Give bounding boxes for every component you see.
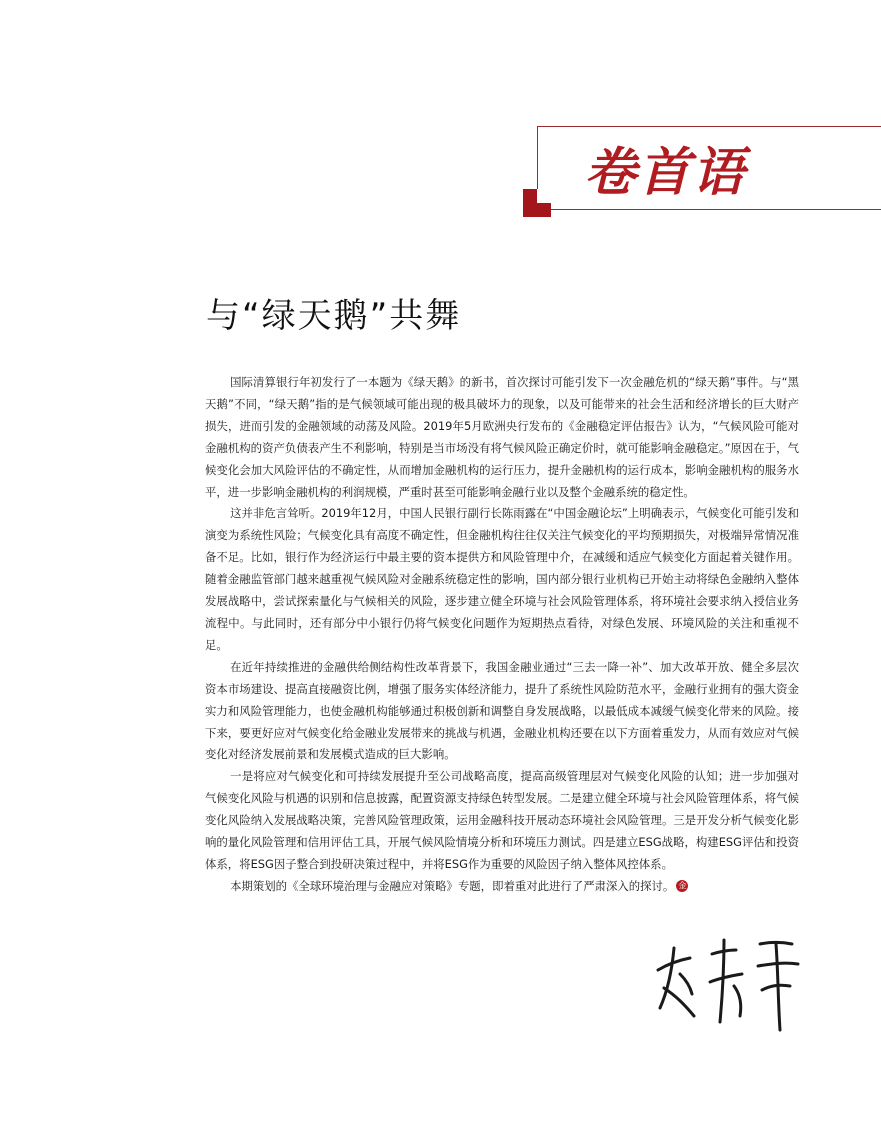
decorative-square-cutout	[537, 189, 551, 203]
paragraph: 这并非危言耸听。2019年12月，中国人民银行副行长陈雨露在“中国金融论坛”上明确表示，气候变化可能引发和演变为系统性风险；气候变化具有高度不确定性，但金融机构往往仅关注气候变化的平均预期损失，对极端异常情况准备不足。比如，银行作为经济运行中最主要的资本提供方和风险管理中介，在减缓和适应气候变化方面起着关键作用。随着金融监管部门越来越重视气候风险对金融系统稳定性的影响，国内部分银行业机构已开始主动将绿色金融纳入整体发展战略中，尝试探索量化与气候相关的风险，逐步建立健全环境与社会风险管理体系，将环境社会要求纳入授信业务流程中。与此同时，还有部分中小银行仍将气候变化问题作为短期热点看待，对绿色发展、环境风险的关注和重视不足。	[205, 506, 799, 652]
article-title: 与“绿天鹅”共舞	[206, 296, 462, 336]
paragraph: 在近年持续推进的金融供给侧结构性改革背景下，我国金融业通过“三去一降一补”、加大改革开放、健全多层次资本市场建设、提高直接融资比例，增强了服务实体经济能力，提升了系统性风险防范水平，金融行业拥有的强大资金实力和风险管理能力，也使金融机构能够通过积极创新和调整自身发展战略，以最低成本减缓气候变化带来的风险。接下来，要更好应对气候变化给金融业发展带来的挑战与机遇，金融业机构还要在以下方面着重发力，从而有效应对气候变化对经济发展前景和发展模式造成的巨大影响。	[205, 659, 799, 762]
article-body	[205, 372, 799, 898]
paragraph-last	[205, 876, 799, 898]
section-title: 卷首语	[584, 142, 747, 203]
end-mark-icon: 金	[678, 881, 687, 891]
paragraph-text: 本期策划的《全球环境治理与金融应对策略》专题，即着重对此进行了严肃深入的探讨。	[230, 878, 675, 893]
handwritten-signature	[650, 930, 810, 1040]
paragraph: 一是将应对气候变化和可持续发展提升至公司战略高度，提高高级管理层对气候变化风险的认知；进一步加强对气候变化风险与机遇的识别和信息披露，配置资源支持绿色转型发展。二是建立健全环境与社会风险管理体系，将气候变化风险纳入发展战略决策，完善风险管理政策，运用金融科技开展动态环境社会风险管理。三是开发分析气候变化影响的量化风险管理和信用评估工具，开展气候风险情境分析和环境压力测试。四是建立ESG战略，构建ESG评估和投资体系，将ESG因子整合到投研决策过程中，并将ESG作为重要的风险因子纳入整体风控体系。	[205, 769, 799, 871]
paragraph: 国际清算银行年初发行了一本题为《绿天鹅》的新书，首次探讨可能引发下一次金融危机的“绿天鹅”事件。与“黑天鹅”不同，“绿天鹅”指的是气候领域可能出现的极具破坏力的现象，以及可能带来的社会生活和经济增长的巨大财产损失，进而引发的金融领域的动荡及风险。2019年5月欧洲央行发布的《金融稳定评估报告》认为，“气候风险可能对金融机构的资产负债表产生不利影响，特别是当市场没有将气候风险正确定价时，就可能影响金融稳定。”原因在于，气候变化会加大风险评估的不确定性，从而增加金融机构的运行压力，提升金融机构的运行成本，影响金融机构的服务水平，进一步影响金融机构的利润规模，严重时甚至可能影响金融行业以及整个金融系统的稳定性。	[205, 375, 799, 499]
